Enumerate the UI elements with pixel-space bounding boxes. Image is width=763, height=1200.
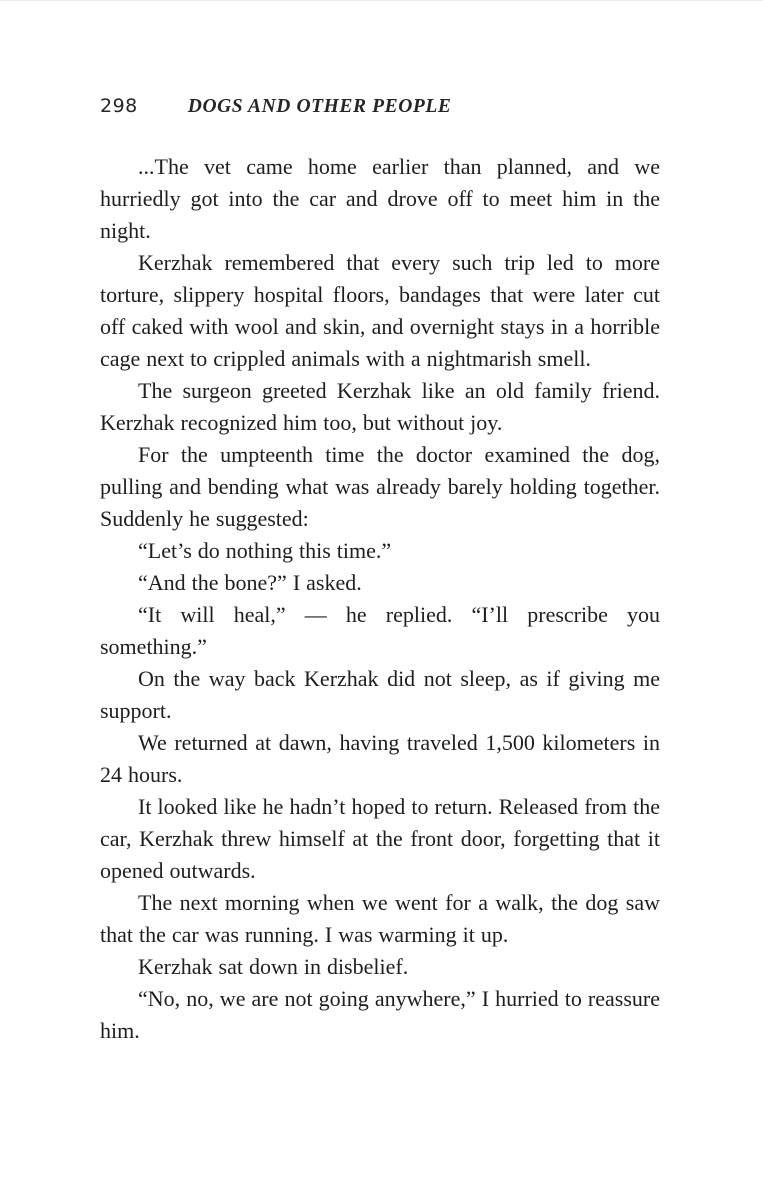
paragraph: “And the bone?” I asked. [138, 570, 362, 595]
paragraph: For the umpteenth time the doctor examined the dog, pulling and bending what was already barely holding together. Suddenly he suggested: [100, 442, 660, 531]
running-title: DOGS AND OTHER PEOPLE [187, 96, 452, 117]
paragraph: “Let’s do nothing this time.” [138, 538, 392, 563]
paragraph: It looked like he hadn’t hoped to return. Released from the car, Kerzhak threw himself at the front door, forgetting that it opened outwards. [100, 794, 660, 883]
paragraph: On the way back Kerzhak did not sleep, as if giving me support. [100, 666, 660, 723]
paragraph: ...The vet came home earlier than planned, and we hurriedly got into the car and drove off to meet him in the night. [100, 154, 660, 243]
paragraph: “It will heal,” — he replied. “I’ll prescribe you something.” [100, 602, 660, 659]
paragraph: Kerzhak sat down in disbelief. [138, 954, 409, 979]
paragraph: The next morning when we went for a walk, the dog saw that the car was running. I was warming it up. [100, 890, 660, 947]
body-text [100, 151, 660, 1047]
paragraph: The surgeon greeted Kerzhak like an old family friend. Kerzhak recognized him too, but without joy. [100, 378, 660, 435]
paragraph: We returned at dawn, having traveled 1,500 kilometers in 24 hours. [100, 730, 660, 787]
page-header [100, 95, 660, 118]
page-number: 298 [100, 95, 138, 117]
paragraph: “No, no, we are not going anywhere,” I hurried to reassure him. [100, 986, 660, 1043]
paragraph: Kerzhak remembered that every such trip led to more torture, slippery hospital floors, bandages that were later cut off caked with wool and skin, and overnight stays in a horrible cage next to crippled animals with a nightmarish smell. [100, 250, 660, 371]
